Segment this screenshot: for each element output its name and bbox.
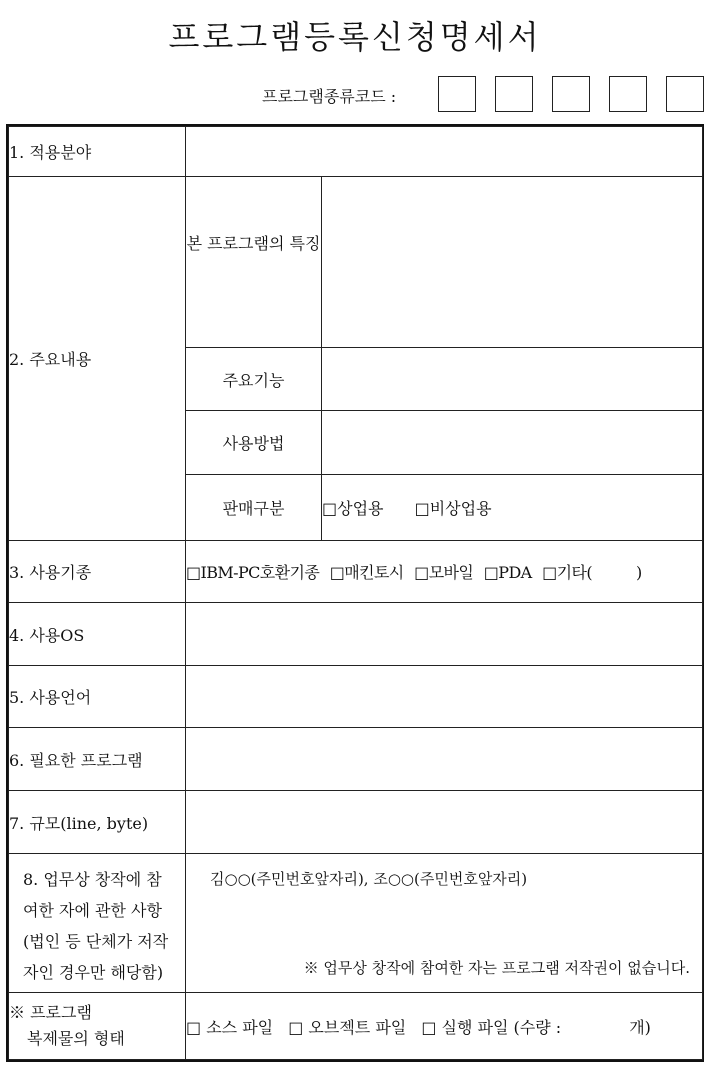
work-for-hire-label: 8. 업무상 창작에 참여한 자에 관한 사항(법인 등 단체가 저작자인 경우만 해당함) bbox=[9, 854, 186, 993]
page-title: 프로그램등록신청명세서 bbox=[168, 18, 542, 56]
main-content-label: 2. 주요내용 bbox=[9, 177, 186, 541]
sales-type-options bbox=[322, 475, 703, 541]
os-value[interactable] bbox=[186, 603, 703, 666]
work-for-hire-notice: ※ 업무상 창작에 참여한 자는 프로그램 저작권이 없습니다. bbox=[303, 959, 690, 977]
row-machine bbox=[9, 541, 703, 603]
code-box-3[interactable] bbox=[552, 76, 590, 112]
mobile-checkbox[interactable]: □모바일 bbox=[414, 563, 474, 582]
row-os bbox=[9, 603, 703, 666]
program-type-code-label: 프로그램종류코드 : bbox=[262, 87, 397, 106]
row-work-for-hire bbox=[9, 854, 703, 993]
work-for-hire-value[interactable] bbox=[186, 854, 703, 993]
ibm-pc-checkbox[interactable]: □IBM-PC호환기종 bbox=[186, 563, 320, 582]
executable-file-checkbox[interactable]: □ 실행 파일 (수량 : bbox=[421, 1017, 562, 1037]
row-required-program bbox=[9, 728, 703, 791]
copy-form-label bbox=[9, 993, 186, 1060]
copy-form-options bbox=[186, 993, 703, 1060]
functions-label: 주요기능 bbox=[186, 348, 322, 411]
row-application-field bbox=[9, 127, 703, 177]
required-program-label: 6. 필요한 프로그램 bbox=[9, 728, 186, 791]
row-language bbox=[9, 666, 703, 728]
sales-type-label: 판매구분 bbox=[186, 475, 322, 541]
usage-label: 사용방법 bbox=[186, 411, 322, 475]
noncommercial-checkbox[interactable]: □비상업용 bbox=[414, 499, 492, 518]
row-scale bbox=[9, 791, 703, 854]
application-field-value[interactable] bbox=[186, 127, 703, 177]
macintosh-checkbox[interactable]: □매킨토시 bbox=[329, 563, 404, 582]
other-close-paren: ) bbox=[636, 563, 642, 582]
copy-form-label-line1: ※ 프로그램 bbox=[9, 1003, 92, 1022]
functions-value[interactable] bbox=[322, 348, 703, 411]
object-file-checkbox[interactable]: □ 오브젝트 파일 bbox=[288, 1017, 407, 1037]
copy-count-unit: 개) bbox=[629, 1017, 651, 1037]
row-copy-form bbox=[9, 993, 703, 1060]
language-label: 5. 사용언어 bbox=[9, 666, 186, 728]
code-box-5[interactable] bbox=[666, 76, 704, 112]
features-label: 본 프로그램의 특징 bbox=[186, 177, 322, 348]
required-program-value[interactable] bbox=[186, 728, 703, 791]
usage-value[interactable] bbox=[322, 411, 703, 475]
code-box-2[interactable] bbox=[495, 76, 533, 112]
scale-label: 7. 규모(line, byte) bbox=[9, 791, 186, 854]
code-box-4[interactable] bbox=[609, 76, 647, 112]
other-checkbox[interactable]: □기타( bbox=[542, 563, 593, 582]
language-value[interactable] bbox=[186, 666, 703, 728]
scale-value[interactable] bbox=[186, 791, 703, 854]
application-field-label: 1. 적용분야 bbox=[9, 127, 186, 177]
source-file-checkbox[interactable]: □ 소스 파일 bbox=[186, 1017, 274, 1037]
row-features bbox=[9, 177, 703, 348]
copy-form-label-line2: 복제물의 형태 bbox=[27, 1029, 125, 1048]
work-for-hire-names: 김○○(주민번호앞자리), 조○○(주민번호앞자리) bbox=[210, 870, 528, 888]
program-type-code-row bbox=[0, 74, 710, 114]
registration-form bbox=[6, 124, 704, 1062]
features-value[interactable] bbox=[322, 177, 703, 348]
code-box-1[interactable] bbox=[438, 76, 476, 112]
os-label: 4. 사용OS bbox=[9, 603, 186, 666]
pda-checkbox[interactable]: □PDA bbox=[483, 563, 532, 582]
form-table bbox=[8, 126, 703, 1060]
machine-options bbox=[186, 541, 703, 603]
machine-label: 3. 사용기종 bbox=[9, 541, 186, 603]
commercial-checkbox[interactable]: □상업용 bbox=[322, 499, 384, 518]
